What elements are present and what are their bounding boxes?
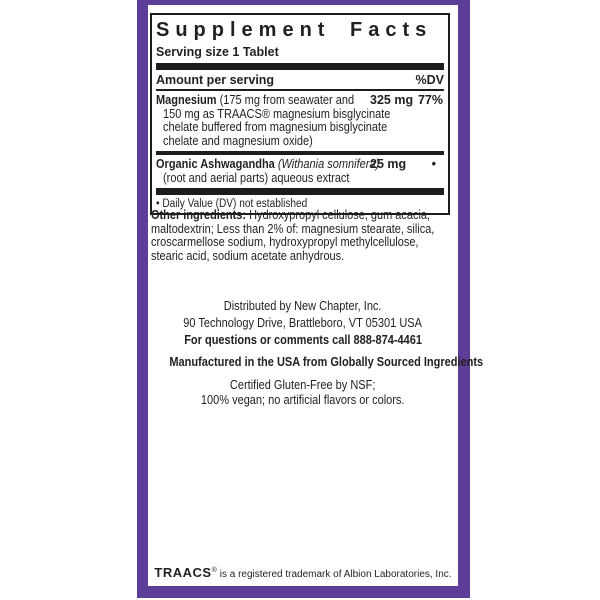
ingredient-desc: (175 mg from seawater and bbox=[219, 93, 355, 107]
ingredient-amount: 25 mg bbox=[370, 157, 407, 171]
table-row-ashwagandha bbox=[156, 155, 444, 188]
panel-title: Supplement Facts bbox=[156, 19, 433, 41]
distributor-address: 90 Technology Drive, Brattleboro, VT 05301 USA bbox=[183, 316, 423, 330]
divider-thick bbox=[156, 63, 444, 70]
distributor-line: Distributed by New Chapter, Inc. bbox=[224, 299, 382, 313]
other-ingredients bbox=[151, 209, 451, 263]
certifications bbox=[148, 378, 458, 408]
ingredient-dv: 77% bbox=[417, 93, 443, 107]
gluten-free-line: Certified Gluten-Free by NSF; bbox=[230, 378, 376, 392]
registered-mark-icon: ® bbox=[211, 566, 217, 574]
trademark-brand: TRAACS bbox=[154, 565, 212, 580]
purple-frame bbox=[137, 0, 484, 598]
other-ingredients-label: Other ingredients: bbox=[151, 208, 247, 222]
ingredient-desc: chelate and magnesium oxide) bbox=[163, 133, 313, 148]
trademark-text: is a registered trademark of Albion Laboratories, Inc. bbox=[219, 569, 452, 580]
table-row-magnesium bbox=[156, 91, 444, 151]
ingredient-latin-name: (Withania somnifera) bbox=[277, 157, 380, 171]
ingredient-name: Organic Ashwagandha bbox=[156, 157, 275, 171]
contact-phone-line: For questions or comments call 888-874-4461 bbox=[184, 333, 422, 347]
dv-footnote: • Daily Value (DV) not established bbox=[156, 198, 308, 210]
distributor-info bbox=[148, 298, 458, 349]
vegan-line: 100% vegan; no artificial flavors or colors. bbox=[201, 393, 405, 407]
label-content bbox=[148, 5, 484, 586]
amount-header-row bbox=[156, 70, 444, 89]
ingredient-desc: 150 mg as TRAACS® magnesium bisglycinate bbox=[163, 106, 391, 121]
ingredient-dv-bullet: • bbox=[431, 157, 436, 171]
ingredient-name: Magnesium bbox=[156, 93, 217, 107]
ingredient-amount: 325 mg bbox=[370, 93, 414, 107]
serving-size: Serving size 1 Tablet bbox=[156, 45, 279, 59]
trademark-note bbox=[148, 565, 458, 580]
manufactured-note: Manufactured in the USA from Globally Sourced Ingredients bbox=[169, 355, 484, 369]
ingredient-desc: (root and aerial parts) aqueous extract bbox=[163, 170, 350, 185]
ingredient-desc: chelate buffered from magnesium bisglycinate bbox=[163, 120, 388, 134]
other-ingredients-text: Hydroxypropyl cellulose, gum acacia, maltodextrin; Less than 2% of: magnesium stearate, silica, croscarmellose sodium, hydroxypropyl methylcellulose, stearic acid, sodium acetate anhydrous. bbox=[151, 208, 435, 263]
amount-per-serving-label: Amount per serving bbox=[156, 73, 275, 87]
divider-thick bbox=[156, 188, 444, 195]
supplement-facts-panel bbox=[150, 13, 450, 215]
dv-header-label: %DV bbox=[415, 73, 444, 87]
